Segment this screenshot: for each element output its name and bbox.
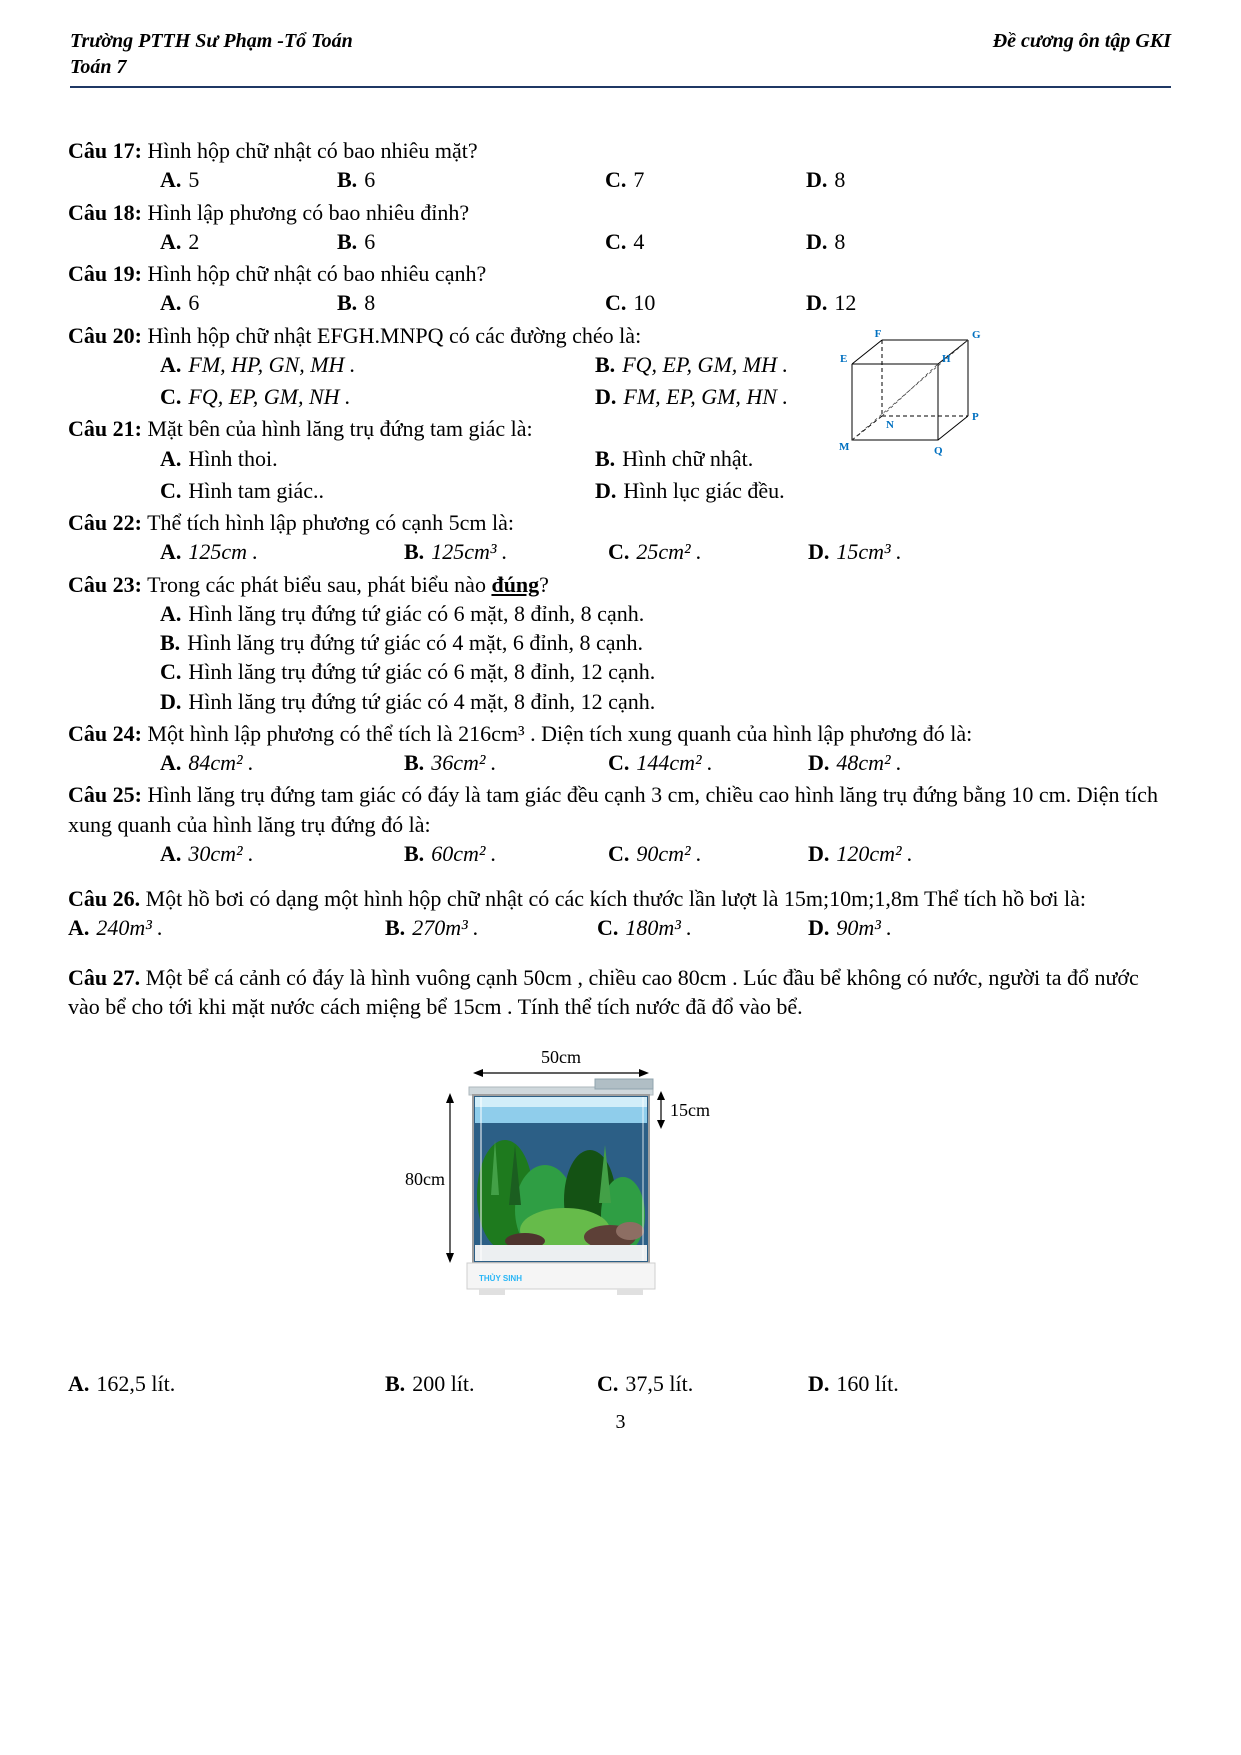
dim-arrow-left: [446, 1093, 454, 1263]
option-b: [385, 1369, 597, 1398]
option-b: [160, 628, 1172, 657]
option-letter: A.: [160, 539, 182, 565]
option-a: [160, 839, 404, 868]
option-text: 6: [188, 290, 200, 316]
option-d: [160, 687, 1172, 716]
option-letter: D.: [160, 688, 182, 714]
option-a: [160, 350, 595, 379]
question-text-segment: đúng: [491, 571, 540, 597]
dim-arrow-right: [657, 1091, 665, 1129]
question-text: [68, 259, 1172, 288]
option-c: [608, 537, 808, 566]
vertex-label-h: H: [942, 353, 951, 365]
option-text: 144cm² .: [636, 750, 713, 775]
option-letter: B.: [595, 445, 616, 471]
option-d: [808, 748, 1172, 777]
cube-figure: [838, 328, 998, 460]
option-text: 125cm³ .: [431, 539, 508, 565]
option-text: 8: [364, 290, 376, 316]
question-number: Câu 25:: [68, 782, 142, 808]
question-text: [68, 414, 1172, 443]
option-text: 37,5 lít.: [625, 1371, 694, 1397]
header-school: Trường PTTH Sư Phạm -Tổ Toán: [70, 30, 353, 52]
option-letter: A.: [160, 445, 182, 471]
question-number: Câu 17:: [68, 138, 142, 163]
option-letter: D.: [806, 228, 828, 254]
option-text: 15cm³ .: [836, 539, 902, 565]
option-letter: D.: [595, 384, 617, 409]
option-letter: D.: [806, 290, 828, 316]
option-text: Hình thoi.: [188, 445, 278, 471]
options-row: [160, 599, 1172, 716]
option-letter: B.: [404, 840, 425, 866]
option-b: [385, 913, 597, 942]
option-text: 162,5 lít.: [96, 1371, 176, 1397]
option-c: [160, 382, 595, 411]
option-text: 240m³ .: [96, 915, 163, 941]
option-c: [160, 476, 595, 505]
options-row: [160, 165, 1172, 194]
option-d: [806, 227, 1172, 256]
question-27: [68, 963, 1172, 1399]
option-letter: A.: [160, 840, 182, 866]
option-c: [605, 165, 806, 194]
option-letter: A.: [68, 915, 90, 941]
question-number: Câu 18:: [68, 199, 142, 225]
brand-label: THỦY SINH: [479, 1274, 522, 1283]
option-letter: B.: [404, 750, 425, 775]
options-row: [160, 227, 1172, 256]
option-c: [597, 913, 808, 942]
option-letter: B.: [404, 539, 425, 565]
question-text: [68, 508, 1172, 537]
cube-diagonals: [852, 340, 968, 440]
question-number: Câu 23:: [68, 571, 142, 597]
options-row: [68, 913, 1172, 942]
option-c: [605, 227, 806, 256]
option-b: [404, 537, 608, 566]
option-text: 200 lít.: [412, 1371, 475, 1397]
option-text: Hình lăng trụ đứng tứ giác có 4 mặt, 8 đỉnh, 12 cạnh.: [188, 688, 656, 714]
option-a: [160, 599, 1172, 628]
option-text: 10: [633, 290, 656, 316]
question-text: [68, 198, 1172, 227]
option-text: 90m³ .: [836, 915, 892, 941]
dim-label-left: 80cm: [405, 1169, 445, 1189]
option-letter: D.: [808, 1371, 830, 1397]
option-text: 120cm² .: [836, 840, 913, 866]
option-a: [160, 537, 404, 566]
option-text: 160 lít.: [836, 1371, 899, 1397]
question-19: [68, 259, 1172, 318]
option-letter: C.: [608, 750, 630, 775]
header-subject: Toán 7: [70, 56, 127, 78]
option-text: 25cm² .: [636, 539, 702, 565]
options-row: [160, 537, 1172, 566]
option-text: Hình lăng trụ đứng tứ giác có 4 mặt, 6 đỉnh, 8 cạnh.: [187, 630, 643, 655]
option-text: 125cm .: [188, 539, 259, 565]
question-text: [68, 963, 1172, 1022]
option-text: 12: [834, 290, 857, 316]
question-text-body: Hình hộp chữ nhật có bao nhiêu mặt?: [147, 138, 478, 163]
vertex-label-q: Q: [934, 445, 943, 457]
question-text-body: Hình lăng trụ đứng tam giác có đáy là tam giác đều cạnh 3 cm, chiều cao hình lăng trụ đứng bằng 10 cm. Diện tích xung quanh của hình lăng trụ đứng đó là:: [68, 782, 1158, 837]
question-text-body: Mặt bên của hình lăng trụ đứng tam giác là:: [147, 416, 533, 442]
vertex-label-p: P: [972, 411, 979, 423]
question-text-body: Hình lập phương có bao nhiêu đỉnh?: [147, 199, 470, 225]
question-text: [68, 719, 1172, 748]
option-text: 48cm² .: [836, 750, 902, 775]
option-text: FM, HP, GN, MH .: [188, 351, 356, 377]
option-text: 5: [188, 167, 200, 193]
option-text: 90cm² .: [636, 840, 702, 866]
option-text: 6: [364, 167, 376, 193]
options-row: [160, 839, 1172, 868]
option-a: [160, 444, 595, 473]
question-number: Câu 22:: [68, 510, 142, 535]
option-text: 4: [633, 228, 645, 254]
option-letter: B.: [595, 351, 616, 377]
question-text: [68, 321, 1172, 350]
option-c: [608, 839, 808, 868]
option-letter: B.: [160, 630, 181, 655]
question-text-body: Một hồ bơi có dạng một hình hộp chữ nhật có các kích thước lần lượt là 15m;10m;1,8m Thể tích hồ bơi là:: [145, 886, 1086, 911]
option-letter: A.: [160, 167, 182, 193]
header-left: [70, 28, 353, 80]
option-letter: A.: [160, 228, 182, 254]
cube-vertex-labels: [839, 328, 981, 457]
question-text-body: Hình hộp chữ nhật có bao nhiêu cạnh?: [147, 261, 487, 286]
option-text: 84cm² .: [188, 750, 254, 775]
option-text: FM, EP, GM, HN .: [623, 384, 788, 409]
option-letter: D.: [595, 477, 617, 503]
question-18: [68, 198, 1172, 257]
page-header: [0, 0, 1241, 86]
option-text: 8: [834, 167, 846, 193]
aquarium-figure: [395, 1045, 740, 1300]
vertex-label-m: M: [839, 441, 850, 453]
question-24: [68, 719, 1172, 778]
option-letter: C.: [160, 477, 182, 503]
option-b: [404, 839, 608, 868]
option-letter: A.: [160, 600, 182, 626]
option-a: [160, 227, 337, 256]
option-letter: C.: [608, 840, 630, 866]
option-c: [597, 1369, 808, 1398]
question-text-body: Thể tích hình lập phương có cạnh 5cm là:: [147, 510, 514, 535]
option-c: [605, 288, 806, 317]
option-d: [808, 1369, 1172, 1398]
option-text: FQ, EP, GM, MH .: [622, 351, 788, 377]
question-number: Câu 24:: [68, 720, 142, 746]
option-letter: D.: [808, 539, 830, 565]
question-number: Câu 26.: [68, 886, 141, 911]
option-letter: D.: [808, 750, 830, 775]
question-text: [68, 780, 1172, 839]
question-17: [68, 136, 1172, 195]
dim-arrow-top: [473, 1069, 649, 1077]
question-26: [68, 884, 1172, 943]
option-letter: B.: [385, 1371, 406, 1397]
question-number: Câu 19:: [68, 261, 142, 286]
option-a: [160, 165, 337, 194]
question-23: [68, 570, 1172, 716]
option-text: Hình tam giác..: [188, 477, 325, 503]
option-letter: A.: [160, 290, 182, 316]
option-c: [608, 748, 808, 777]
question-text-body: Hình hộp chữ nhật EFGH.MNPQ có các đường chéo là:: [147, 322, 642, 348]
dim-label-right: 15cm: [670, 1100, 710, 1120]
tank-graphic: [467, 1079, 655, 1295]
question-25: [68, 780, 1172, 868]
option-text: FQ, EP, GM, NH .: [188, 384, 351, 409]
option-text: 2: [188, 228, 200, 254]
option-text: Hình chữ nhật.: [622, 445, 754, 471]
option-letter: C.: [608, 539, 630, 565]
rock: [616, 1222, 644, 1240]
option-d: [806, 288, 1172, 317]
option-b: [337, 288, 605, 317]
option-text: 8: [834, 228, 846, 254]
option-letter: A.: [160, 750, 182, 775]
question-number: Câu 20:: [68, 322, 142, 348]
option-letter: C.: [160, 659, 182, 685]
option-text: 7: [633, 167, 645, 193]
page-number: 3: [615, 1410, 626, 1433]
option-letter: B.: [337, 167, 358, 193]
question-text: [68, 136, 1172, 165]
option-letter: C.: [597, 1371, 619, 1397]
option-a: [160, 288, 337, 317]
option-d: [806, 165, 1172, 194]
question-number: Câu 21:: [68, 416, 142, 442]
option-text: Hình lục giác đều.: [623, 477, 785, 503]
option-letter: C.: [597, 915, 619, 941]
header-title: Đề cương ôn tập GKI: [992, 30, 1171, 52]
option-letter: C.: [605, 228, 627, 254]
option-b: [337, 227, 605, 256]
option-a: [68, 1369, 385, 1398]
option-letter: A.: [68, 1371, 90, 1397]
question-text-segment: ?: [539, 571, 549, 597]
option-text: 6: [364, 228, 376, 254]
question-number: Câu 27.: [68, 964, 141, 990]
option-text: 30cm² .: [188, 840, 254, 866]
option-letter: D.: [808, 840, 830, 866]
question-list: [0, 88, 1241, 1399]
option-letter: D.: [808, 915, 830, 941]
question-text-segment: Trong các phát biểu sau, phát biểu nào: [147, 571, 492, 597]
options-row: [160, 748, 1172, 777]
option-d: [808, 839, 1172, 868]
option-letter: B.: [337, 290, 358, 316]
vertex-label-n: N: [886, 419, 894, 431]
option-a: [68, 913, 385, 942]
vertex-label-f: F: [874, 328, 882, 340]
option-text: 36cm² .: [431, 750, 497, 775]
options-row: [160, 350, 1172, 412]
option-letter: B.: [385, 915, 406, 941]
option-d: [808, 537, 1172, 566]
option-text: Hình lăng trụ đứng tứ giác có 6 mặt, 8 đỉnh, 8 cạnh.: [188, 600, 645, 626]
question-text-body: Một hình lập phương có thể tích là 216cm³ . Diện tích xung quanh của hình lập phương đó là:: [147, 720, 973, 746]
option-letter: B.: [337, 228, 358, 254]
question-21: [68, 414, 1172, 505]
option-text: 270m³ .: [412, 915, 479, 941]
options-row: [160, 288, 1172, 317]
vertex-label-e: E: [840, 353, 848, 365]
option-text: 60cm² .: [431, 840, 497, 866]
option-b: [337, 165, 605, 194]
option-letter: C.: [160, 384, 182, 409]
option-c: [160, 657, 1172, 686]
options-row: [160, 444, 1172, 506]
question-text: [68, 884, 1172, 913]
option-d: [808, 913, 1172, 942]
vertex-label-g: G: [972, 329, 981, 341]
option-text: 180m³ .: [625, 915, 692, 941]
option-letter: C.: [605, 290, 627, 316]
option-letter: A.: [160, 351, 182, 377]
option-letter: D.: [806, 167, 828, 193]
option-d: [595, 476, 1172, 505]
option-b: [404, 748, 608, 777]
options-row: [68, 1369, 1172, 1398]
option-a: [160, 748, 404, 777]
option-text: Hình lăng trụ đứng tứ giác có 6 mặt, 8 đỉnh, 12 cạnh.: [188, 659, 656, 685]
option-letter: C.: [605, 167, 627, 193]
question-text: [68, 570, 1172, 599]
dim-label-top: 50cm: [541, 1047, 581, 1067]
question-text-body: Một bể cá cảnh có đáy là hình vuông cạnh 50cm , chiều cao 80cm . Lúc đầu bể không có nước, người ta đổ nước vào bể cho tới khi mặt nước cách miệng bể 15cm . Tính thể tích nước đã đổ vào bể.: [68, 964, 1139, 1019]
question-22: [68, 508, 1172, 567]
question-20: [68, 321, 1172, 412]
